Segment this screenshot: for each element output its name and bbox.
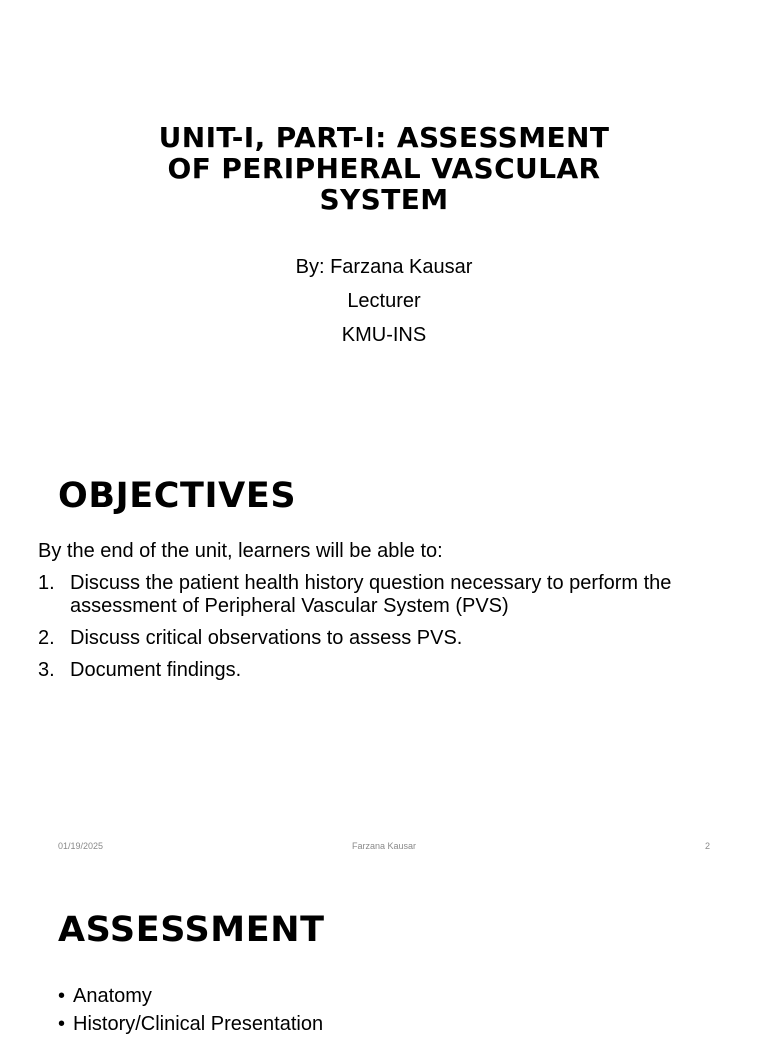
bullet-list — [58, 982, 323, 1038]
slide-title: OBJECTIVES — [58, 476, 297, 516]
author-byline — [184, 250, 584, 352]
footer-author: Farzana Kausar — [351, 841, 417, 851]
slide-title: ASSESSMENT — [58, 910, 325, 950]
footer-page-number: 2 — [704, 841, 710, 851]
author-institution: KMU-INS — [341, 324, 427, 346]
title-line: OF PERIPHERAL VASCULAR — [167, 152, 601, 185]
list-item-text: History/Clinical Presentation — [73, 1013, 324, 1035]
title-line: UNIT-I, PART-I: ASSESSMENT — [158, 121, 610, 154]
objectives-list — [38, 572, 718, 682]
title-line: SYSTEM — [319, 183, 449, 216]
slide-body — [38, 540, 718, 691]
list-item — [38, 659, 718, 682]
bullet-icon: • — [58, 985, 66, 1007]
slide-title — [100, 122, 668, 215]
title-slide — [0, 0, 768, 432]
objectives-intro: By the end of the unit, learners will be able to: — [38, 540, 443, 562]
bullet-icon: • — [58, 1013, 66, 1035]
assessment-slide — [0, 864, 768, 1035]
list-number: 1. — [38, 572, 55, 594]
list-item-text: Discuss the patient health history question necessary to perform the assessment of Peripheral Vascular System (PVS) — [70, 572, 672, 617]
author-name: By: Farzana Kausar — [295, 256, 473, 278]
objectives-slide — [0, 432, 768, 864]
footer-date: 01/19/2025 — [58, 841, 104, 851]
list-item — [38, 572, 718, 618]
list-item-text: Document findings. — [70, 659, 242, 681]
list-item — [58, 1010, 323, 1038]
list-number: 2. — [38, 627, 55, 649]
list-item — [38, 627, 718, 650]
list-item — [58, 982, 323, 1010]
list-number: 3. — [38, 659, 55, 681]
list-item-text: Anatomy — [73, 985, 152, 1007]
list-item-text: Discuss critical observations to assess PVS. — [70, 627, 463, 649]
author-role: Lecturer — [347, 290, 421, 312]
